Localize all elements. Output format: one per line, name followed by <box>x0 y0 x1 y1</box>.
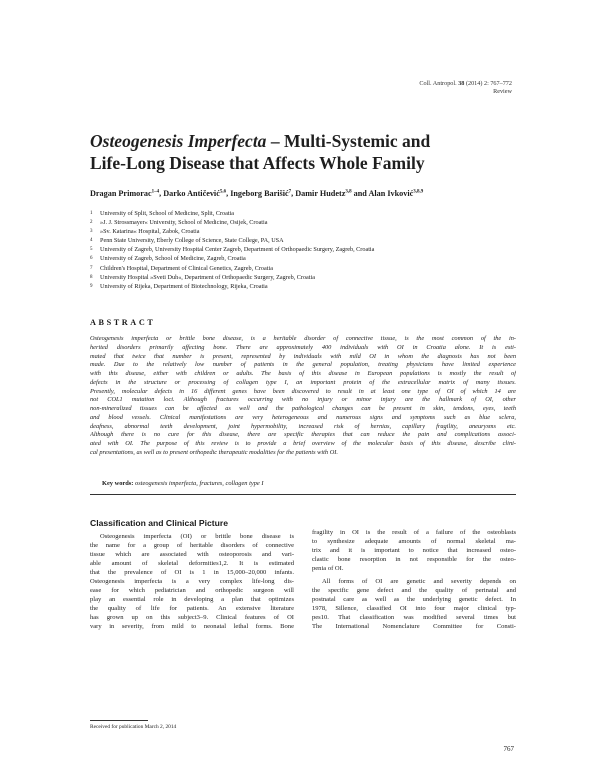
body-line: tissue which are associated with osteoporosis and vari- <box>90 550 294 558</box>
abstract-line: Although there is no cure for this disease, there are specific therapies that can reduce the pain and complications associ- <box>90 431 516 439</box>
affiliation-text: Penn State University, Eberly College of Science, State College, PA, USA <box>100 237 284 245</box>
abstract-line: mated that twice that number is present, represented by individuals with mild OI in whom the diagnosis has not been <box>90 352 516 360</box>
affiliation-number: 9 <box>90 283 93 289</box>
author <box>163 189 230 198</box>
affiliation-text: University of Rijeka, Department of Biotechnology, Rijeka, Croatia <box>100 282 268 290</box>
journal-volume: 38 <box>458 80 465 87</box>
title-line1-rest: – Multi-Systemic and <box>266 131 431 151</box>
affiliation-text: Children's Hospital, Department of Clinical Genetics, Zagreb, Croatia <box>100 264 273 272</box>
affiliation-number: 1 <box>90 211 93 216</box>
affiliation-text: University of Zagreb, School of Medicine, Zagreb, Croatia <box>100 255 246 263</box>
author-sep: and <box>351 189 369 198</box>
affiliation-number: 2 <box>90 220 93 226</box>
abstract-line: made. Due to the relatively low number of patients in the general population, treating physicians have limited experience <box>90 361 516 369</box>
body-line: the specific gene defect and the quality of perinatal and <box>312 586 516 594</box>
abstract-line: herited disorders primarily affecting bone. There are approximately 400 individuals with OI in Croatia alone. It is esti- <box>90 343 516 351</box>
abstract-line: and blood vessels. Clinical manifestations are very heterogeneous and numerous signs and symptoms such as blue sclera, <box>90 413 516 421</box>
body-line: fragility in OI is the result of a failure of the osteoblasts <box>312 529 516 536</box>
body-line: Osteogenesis imperfecta is a very complex life-long dis- <box>90 577 294 585</box>
body-line: Osteogenesis imperfecta (OI) or brittle bone disease is <box>100 533 294 540</box>
title-line2: Life-Long Disease that Affects Whole Family <box>90 153 425 173</box>
author <box>368 189 423 198</box>
keywords-divider <box>90 494 516 495</box>
footnote-divider <box>90 720 148 721</box>
affiliation-number: 8 <box>90 274 93 280</box>
received-footnote: Received for publication March 2, 2014 <box>90 724 177 730</box>
affiliation-list <box>90 209 520 291</box>
body-column-right <box>312 529 516 631</box>
author-affil-sup: 5,6 <box>219 189 227 195</box>
article-type: Review <box>493 88 512 95</box>
body-line: The International Nomenclature Committee for Consti- <box>312 622 516 630</box>
article-title <box>90 130 520 174</box>
author-affil-sup: 3,8,9 <box>413 189 424 195</box>
body-line: that the prevalence of OI is 1 in 15,000–20,000 infants. <box>90 568 294 576</box>
body-line: All forms of OI are genetic and severity depends on <box>322 577 516 585</box>
abstract-line: ated with OI. The purpose of this review is to provide a brief overview of the molecular basis of this disease, describe clini- <box>90 440 516 447</box>
affiliation-number: 7 <box>90 265 93 271</box>
abstract-line: cal presentations, as well as to present orthopedic therapeutic modalities for the patients with OI. <box>90 448 338 456</box>
author-name: Damir Hudetz <box>295 189 346 198</box>
body-line: pes10. That classification was modified several times but <box>312 613 516 621</box>
affiliation-item <box>90 236 520 245</box>
author-sep: , <box>159 189 164 198</box>
author-name: Alan Ivković <box>368 189 414 198</box>
journal-reference <box>419 80 512 96</box>
affiliation-text: »J. J. Strossmayer« University, School of Medicine, Osijek, Croatia <box>100 219 268 227</box>
abstract-heading: ABSTRACT <box>90 318 156 327</box>
affiliation-item <box>90 227 520 236</box>
affiliation-item <box>90 264 520 273</box>
body-column-left <box>90 533 294 631</box>
body-line: 1978, Sillence, classified OI into four major clinical typ- <box>312 604 516 612</box>
affiliation-number: 5 <box>90 247 93 253</box>
body-line: penia of OI. <box>312 564 344 572</box>
body-line: has grown up on this subject3–9. Clinical features of OI <box>90 613 294 621</box>
author <box>295 189 368 198</box>
affiliation-item <box>90 254 520 263</box>
body-line: the name for a group of heritable disorders of connective <box>90 541 294 549</box>
keywords-label: Key words: <box>102 480 134 487</box>
body-line: play an essential role in developing a plan that optimizes <box>90 595 294 603</box>
keywords-value: osteogenesis imperfecta, fractures, collagen type I <box>133 480 264 487</box>
abstract-line: defects in the structure or processing of collagen type I, an important protein of the extracellular matrix of many tissues. <box>90 378 516 386</box>
page-number: 767 <box>503 745 514 753</box>
body-line: able amount of skeletal deformities1,2. It is estimated <box>90 559 294 567</box>
affiliation-item <box>90 282 520 291</box>
affiliation-number: 6 <box>90 256 93 262</box>
body-line: clastic bone resorption in not responsible for the osteo- <box>312 555 516 563</box>
author-name: Dragan Primorac <box>90 189 152 198</box>
author <box>90 189 163 198</box>
abstract-line: deafness, abnormal teeth development, joint hypermobility, increased risk of hernias, capillary fragility, aneurysms etc. <box>90 422 516 430</box>
affiliation-text: University Hospital »Sveti Duh«, Department of Orthopaedic Surgery, Zagreb, Croatia <box>100 273 315 281</box>
abstract-body <box>90 335 516 458</box>
author-sep: , <box>226 189 231 198</box>
abstract-line: not COL1 mutation loci. Although fractures occurring with no injury or minor injury are the hallmark of OI, other <box>90 396 516 404</box>
affiliation-number: 3 <box>90 229 93 235</box>
body-line: ease for which pediatrician and orthopedic surgeon will <box>90 586 294 594</box>
affiliation-text: »Sv. Katarina« Hospital, Zabok, Croatia <box>100 228 200 236</box>
section-heading: Classification and Clinical Picture <box>90 518 229 528</box>
author-affil-sup: 3,8 <box>345 189 352 195</box>
affiliation-number: 4 <box>90 238 93 244</box>
body-line: to synthesize adequate amounts of normal skeletal ma- <box>312 537 516 545</box>
title-italic: Osteogenesis Imperfecta <box>90 131 267 151</box>
keywords <box>102 480 263 487</box>
body-line: vary in severity, from mild to neonatal lethal forms. Bone <box>90 622 294 630</box>
abstract-line: Osteogenesis imperfecta or brittle bone disease, is a heritable disorder of connective tissue, is the most common of the in- <box>90 335 516 342</box>
abstract-line: non-mineralized tissues can be affected as well and the pathological changes can be present in skin, tendons, eyes, teeth <box>90 405 516 412</box>
body-line: the quality of life for patients. An extensive literature <box>90 604 294 612</box>
author-name: Darko Antičević <box>163 189 220 198</box>
body-line: postnatal care as well as the underlying genetic defect. In <box>312 595 516 603</box>
body-line: trix and it is important to notice that increased osteo- <box>312 546 516 554</box>
affiliation-item <box>90 273 520 282</box>
affiliation-item <box>90 245 520 254</box>
journal-issue: (2014) 2: 767–772 <box>465 80 512 87</box>
affiliation-text: University of Split, School of Medicine, Split, Croatia <box>100 210 235 217</box>
journal-citation <box>419 80 512 88</box>
abstract-line: Presently, molecular defects in 16 different genes have been discovered to result in at least one type of OI of which 14 are <box>90 387 516 395</box>
affiliation-item <box>90 209 520 218</box>
author-name: Ingeborg Barišić <box>230 189 289 198</box>
author-sep: , <box>291 189 296 198</box>
author-list <box>90 189 530 198</box>
affiliation-item <box>90 218 520 227</box>
journal-name: Coll. Antropol. <box>419 80 457 87</box>
affiliation-text: University of Zagreb, University Hospital Center Zagreb, Department of Orthopaedic Surgery, Zagreb, Croatia <box>100 246 375 254</box>
author-affil-sup: 7 <box>288 189 292 195</box>
author-affil-sup: 1–4 <box>151 189 160 195</box>
author <box>230 189 295 198</box>
abstract-line: with this disease, either with children or adults. The basis of this disease in European populations is mostly the result of <box>90 370 516 377</box>
